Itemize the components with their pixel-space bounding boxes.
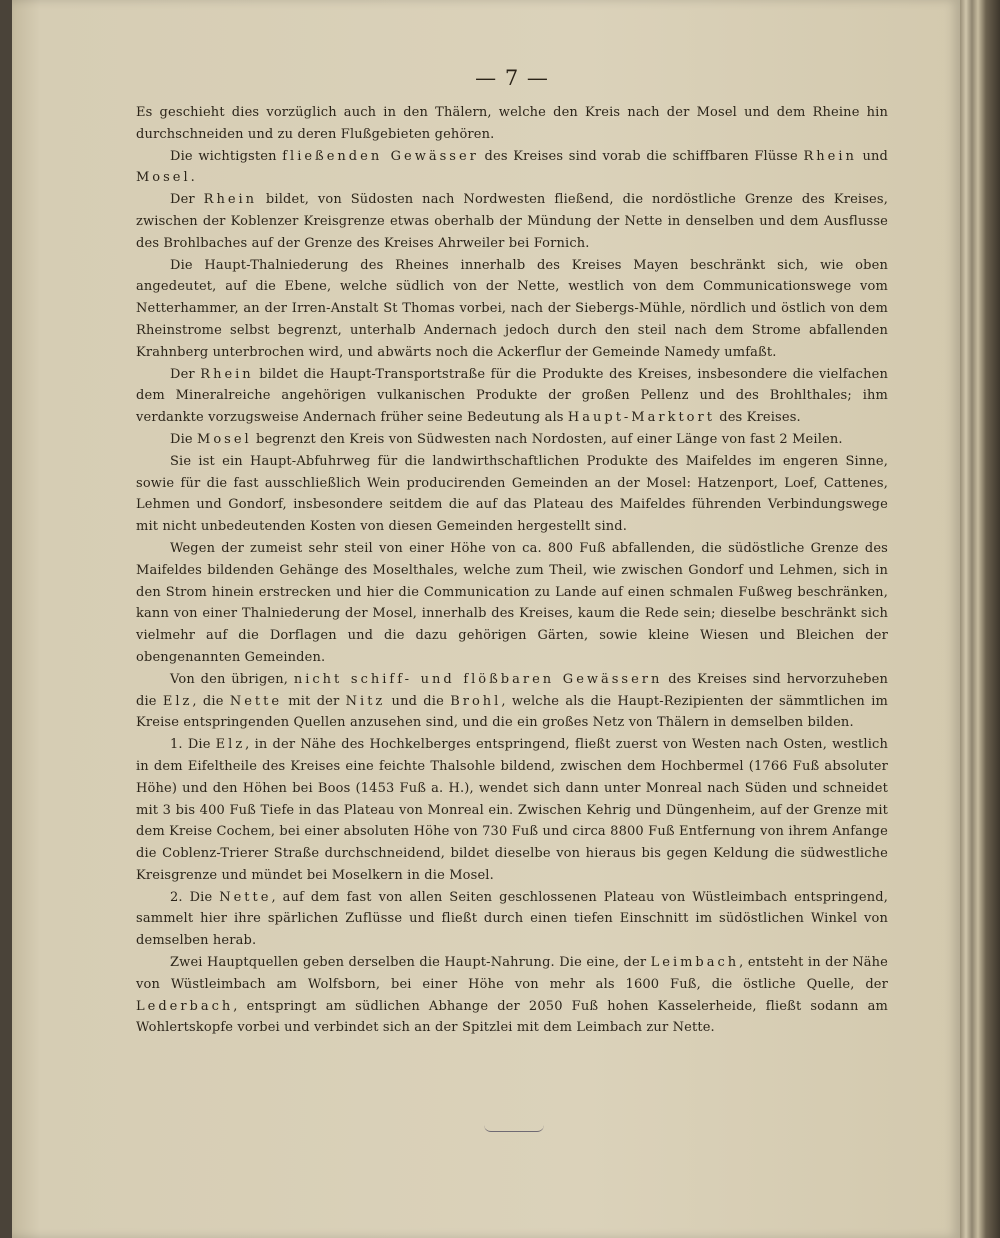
paragraph-11: 2. Die Nette, auf dem fast von allen Seiten geschlossenen Plateau von Wüstleimbach entspringend, sammelt hier ihre spärlichen Zuflüsse und fließt durch einen tiefen Einschnitt im südöstlichen Winkel von demselben herab. (136, 889, 888, 949)
paragraph-3: Der Rhein bildet, von Südosten nach Nordwesten fließend, die nordöstliche Grenze des Kreises, zwischen der Koblenzer Kreisgrenze etwas oberhalb der Mündung der Nette in denselben und dem Ausflusse des Brohlbaches auf der Grenze des Kreises Ahrweiler bei Fornich. (136, 192, 888, 251)
pencil-underline-mark (484, 1125, 544, 1132)
paragraph-7: Sie ist ein Haupt-Abfuhrweg für die landwirthschaftlichen Produkte des Maifeldes im engeren Sinne, sowie für die fast ausschließlich Wein producirenden Gemeinden an der Mosel: Hatzenport, Loef, Cattenes, Lehmen und Gondorf, insbesondere seitdem die auf das Plateau des Maifeldes führenden Verbindungswege mit nicht unbedeutenden Kosten von diesen Gemeinden hergestellt sind. (136, 453, 888, 535)
book-edge (960, 0, 1000, 1238)
paragraph-2: Die wichtigsten fließenden Gewässer des Kreises sind vorab die schiffbaren Flüsse Rhein und Mosel. (136, 148, 889, 186)
paragraph-8: Wegen der zumeist sehr steil von einer Höhe von ca. 800 Fuß abfallenden, die südöstliche Grenze des Maifeldes bildenden Gehänge des Moselthales, welche zum Theil, wie zwischen Gondorf und Lehmen, sich in den Strom hinein erstrecken und hier die Communication zu Lande auf einen schmalen Fußweg beschränken, kann von einer Thalniederung der Mosel, innerhalb des Kreises, kaum die Rede sein; dieselbe beschränkt sich vielmehr auf die Dorflagen und die dazu gehörigen Gärten, sowie kleine Wiesen und Bleichen der obengenannten Gemeinden. (136, 540, 888, 665)
paragraph-6: Die Mosel begrenzt den Kreis von Südwesten nach Nordosten, auf einer Länge von fast 2 Meilen. (170, 431, 843, 447)
paragraph-5: Der Rhein bildet die Haupt-Transportstraße für die Produkte des Kreises, insbesondere die vielfachen dem Mineralreiche angehörigen vulkanischen Produkte der großen Pellenz und des Brohlthales; ihm verdankte vorzugsweise Andernach früher seine Bedeutung als Haupt-Marktort des Kreises. (136, 366, 888, 426)
paragraph-12: Zwei Hauptquellen geben derselben die Haupt-Nahrung. Die eine, der Leimbach, entsteht in der Nähe von Wüstleimbach am Wolfsborn, bei einer Höhe von mehr als 1600 Fuß, die östliche Quelle, der Lederbach, entspringt am südlichen Abhange der 2050 Fuß hohen Kasselerheide, fließt sodann am Wohlertskopfe vorbei und verbindet sich an der Spitzlei mit dem Leimbach zur Nette. (136, 955, 889, 1036)
paragraph-4: Die Haupt-Thalniederung des Rheines innerhalb des Kreises Mayen beschränkt sich, wie oben angedeutet, auf die Ebene, welche südlich von der Nette, westlich von dem Communicationswege vom Netterhammer, an der Irren-Anstalt St Thomas vorbei, nach der Siebergs-Mühle, nördlich und östlich von dem Rheinstrome selbst begrenzt, unterhalb Andernach jedoch durch den steil nach dem Strome abfallenden Krahnberg unterbrochen wird, und abwärts noch die Ackerflur der Gemeinde Namedy umfaßt. (136, 257, 888, 360)
page-content (136, 66, 888, 1039)
page-number: — 7 — (475, 66, 549, 90)
paragraph-1: Es geschieht dies vorzüglich auch in den Thälern, welche den Kreis nach der Mosel und dem Rheine hin durchschneiden und zu deren Flußgebieten gehören. (136, 105, 888, 142)
body-text (136, 102, 888, 1039)
paragraph-9: Von den übrigen, nicht schiff- und flößbaren Gewässern des Kreises sind hervorzuheben die Elz, die Nette mit der Nitz und die Brohl, welche als die Haupt-Rezipienten der sämmtlichen im Kreise entspringenden Quellen anzusehen sind, und die ein großes Netz von Thälern in demselben bilden. (136, 671, 888, 731)
paragraph-10: 1. Die Elz, in der Nähe des Hochkelberges entspringend, fließt zuerst von Westen nach Osten, westlich in dem Eifeltheile des Kreises eine feichte Thalsohle bildend, zwischen dem Hochbermel (1766 Fuß absoluter Höhe) und den Höhen bei Boos (1453 Fuß a. H.), wendet sich dann unter Monreal nach Süden und schneidet mit 3 bis 400 Fuß Tiefe in das Plateau von Monreal ein. Zwischen Kehrig und Düngenheim, auf der Grenze mit dem Kreise Cochem, bei einer absoluten Höhe von 730 Fuß und circa 8800 Fuß Entfernung von ihrem Anfange die Coblenz-Trierer Straße durchschneidend, bildet dieselbe von hieraus bis gegen Keldung die südwestliche Kreisgrenze und mündet bei Moselkern in die Mosel. (136, 737, 888, 883)
